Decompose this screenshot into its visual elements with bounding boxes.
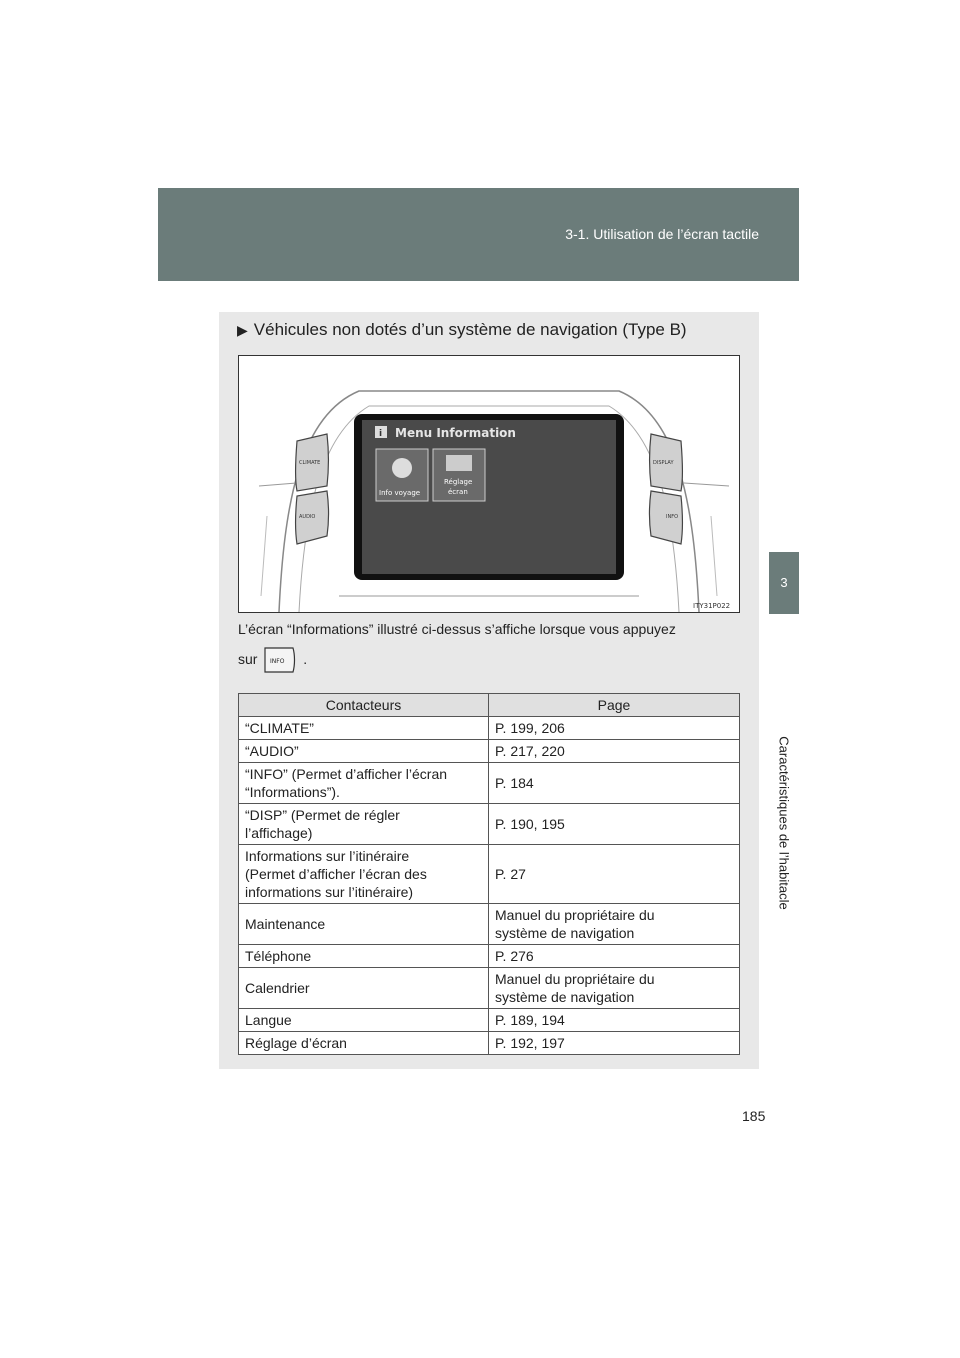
table-row: [239, 845, 740, 904]
page-cell: P. 189, 194: [489, 1009, 740, 1032]
chapter-side-label: Caractéristiques de l’habitacle: [776, 736, 792, 910]
page-cell: P. 190, 195: [489, 804, 740, 845]
column-header-page: Page: [489, 694, 740, 717]
arrow-right-icon: ▶: [237, 322, 248, 338]
tile-reglage-label-2: écran: [448, 488, 468, 496]
table-row: [239, 904, 740, 945]
audio-button-label: AUDIO: [299, 514, 316, 520]
climate-button-label: CLIMATE: [299, 460, 321, 466]
contacteur-cell: Réglage d’écran: [239, 1032, 489, 1055]
section-heading: 3-1. Utilisation de l’écran tactile: [565, 226, 759, 242]
contacteur-cell: Informations sur l’itinéraire (Permet d’afficher l’écran des informations sur l’itinéraire): [239, 845, 489, 904]
chapter-header-band: [158, 188, 799, 281]
table-row: [239, 717, 740, 740]
page-cell: Manuel du propriétaire du système de navigation: [489, 904, 740, 945]
figure-code: ITY31P022: [693, 602, 731, 610]
tile-info-voyage-label: Info voyage: [379, 489, 421, 497]
tile-reglage-label-1: Réglage: [444, 478, 473, 486]
reference-table: [238, 693, 740, 1055]
contacteur-cell: “DISP” (Permet de régler l’affichage): [239, 804, 489, 845]
contacteur-cell: Téléphone: [239, 945, 489, 968]
table-row: [239, 740, 740, 763]
contacteur-cell: “CLIMATE”: [239, 717, 489, 740]
info-key-icon: [261, 645, 299, 675]
page-cell: Manuel du propriétaire du système de navigation: [489, 968, 740, 1009]
table-header-row: [239, 694, 740, 717]
table-row: [239, 1009, 740, 1032]
contacteur-cell: Calendrier: [239, 968, 489, 1009]
contacteur-cell: “INFO” (Permet d’afficher l’écran “Informations”).: [239, 763, 489, 804]
page-cell: P. 217, 220: [489, 740, 740, 763]
table-row: [239, 804, 740, 845]
display-button-label: DISPLAY: [653, 460, 674, 466]
contacteur-cell: Maintenance: [239, 904, 489, 945]
section-title-text: Véhicules non dotés d’un système de navigation (Type B): [253, 320, 687, 339]
caption-sur: sur: [238, 651, 258, 667]
screen-title: Menu Information: [395, 426, 516, 440]
page-cell: P. 184: [489, 763, 740, 804]
table-row: [239, 945, 740, 968]
chapter-number-tab: 3: [769, 552, 799, 614]
dashboard-drawing: [239, 356, 739, 612]
column-header-contacteurs: Contacteurs: [239, 694, 489, 717]
globe-icon: [392, 458, 412, 478]
table-row: [239, 1032, 740, 1055]
caption-end: .: [303, 651, 308, 667]
page-cell: P. 192, 197: [489, 1032, 740, 1055]
caption-line-1: L’écran “Informations” illustré ci-dessus s’affiche lorsque vous appuyez: [238, 621, 676, 637]
info-icon-glyph: i: [379, 429, 383, 439]
page-number: 185: [742, 1108, 766, 1124]
info-button-label: INFO: [666, 514, 679, 520]
info-key-label: INFO: [270, 658, 285, 666]
table-row: [239, 968, 740, 1009]
page-cell: P. 276: [489, 945, 740, 968]
screen-settings-icon: [446, 455, 472, 471]
chapter-side-strip: [769, 618, 799, 1028]
caption: [238, 614, 740, 675]
page-cell: P. 199, 206: [489, 717, 740, 740]
content-box: [219, 312, 759, 1069]
page-cell: P. 27: [489, 845, 740, 904]
dashboard-illustration: [238, 355, 740, 613]
contacteur-cell: “AUDIO”: [239, 740, 489, 763]
table-row: [239, 763, 740, 804]
section-title: [237, 320, 687, 340]
contacteur-cell: Langue: [239, 1009, 489, 1032]
